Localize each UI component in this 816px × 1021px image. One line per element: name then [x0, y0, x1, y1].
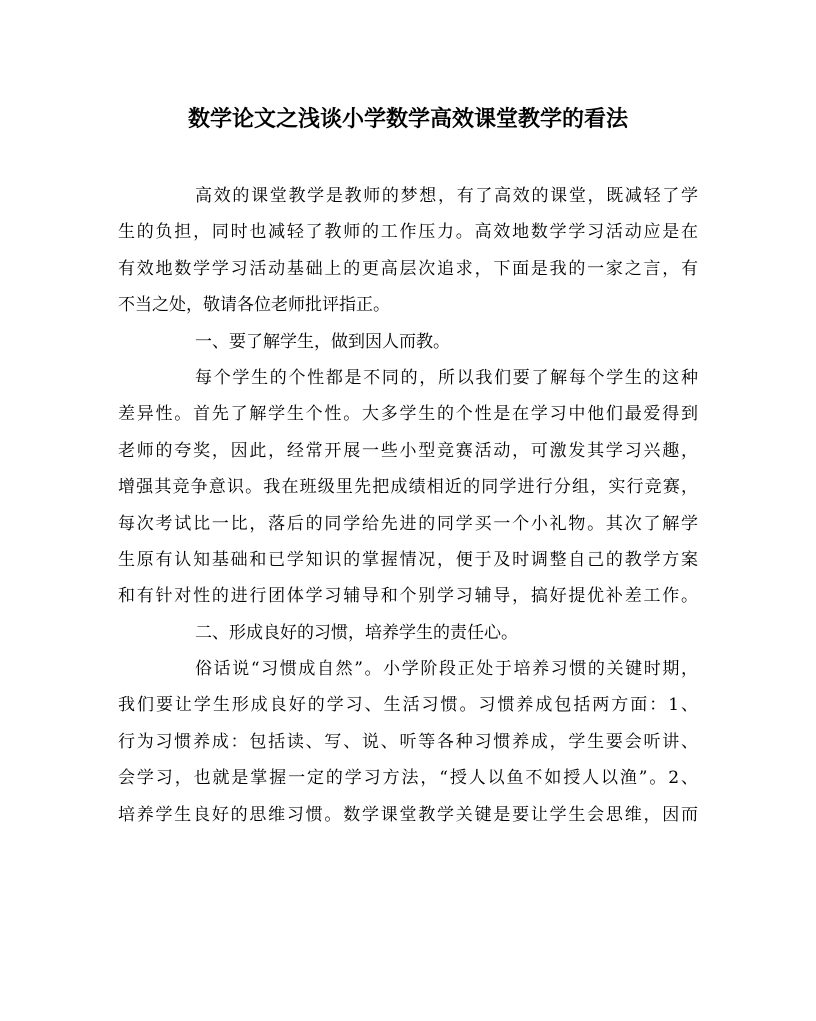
paragraph-line: 行为习惯养成：包括读、写、说、听等各种习惯养成，学生要会听讲、 — [118, 731, 698, 752]
section-heading: 一、要了解学生，做到因人而教。 — [195, 331, 450, 352]
paragraph-line: 我们要让学生形成良好的学习、生活习惯。习惯养成包括两方面：1、 — [118, 695, 698, 716]
document-body — [118, 178, 698, 833]
paragraph-line: 有效地数学学习活动基础上的更高层次追求，下面是我的一家之言，有 — [118, 258, 698, 279]
paragraph-line: 高效的课堂教学是教师的梦想，有了高效的课堂，既减轻了学 — [195, 186, 698, 206]
paragraph-line: 会学习，也就是掌握一定的学习方法，“授人以鱼不如授人以渔”。2、 — [118, 768, 698, 789]
paragraph-line: 培养学生良好的思维习惯。数学课堂教学关键是要让学生会思维，因而 — [118, 804, 698, 825]
paragraph-line: 和有针对性的进行团体学习辅导和个别学习辅导，搞好提优补差工作。 — [118, 586, 698, 607]
paragraph-line: 不当之处，敬请各位老师批评指正。 — [118, 295, 390, 316]
paragraph-line: 老师的夸奖，因此，经常开展一些小型竞赛活动，可激发其学习兴趣， — [118, 440, 698, 461]
paragraph-line: 生原有认知基础和已学知识的掌握情况，便于及时调整自己的教学方案 — [118, 549, 698, 570]
paragraph-line: 增强其竞争意识。我在班级里先把成绩相近的同学进行分组，实行竞赛， — [118, 477, 698, 498]
paragraph-line: 每次考试比一比，落后的同学给先进的同学买一个小礼物。其次了解学 — [118, 513, 698, 534]
paragraph-line: 差异性。首先了解学生个性。大多学生的个性是在学习中他们最爱得到 — [118, 404, 698, 425]
paragraph-line: 每个学生的个性都是不同的，所以我们要了解每个学生的这种 — [195, 367, 698, 388]
document-title: 数学论文之浅谈小学数学高效课堂教学的看法 — [187, 106, 628, 132]
paragraph-line: 生的负担，同时也减轻了教师的工作压力。高效地数学学习活动应是在 — [118, 222, 698, 243]
paragraph-line: 俗话说“习惯成自然”。小学阶段正处于培养习惯的关键时期， — [195, 659, 698, 680]
section-heading: 二、形成良好的习惯，培养学生的责任心。 — [195, 622, 518, 643]
